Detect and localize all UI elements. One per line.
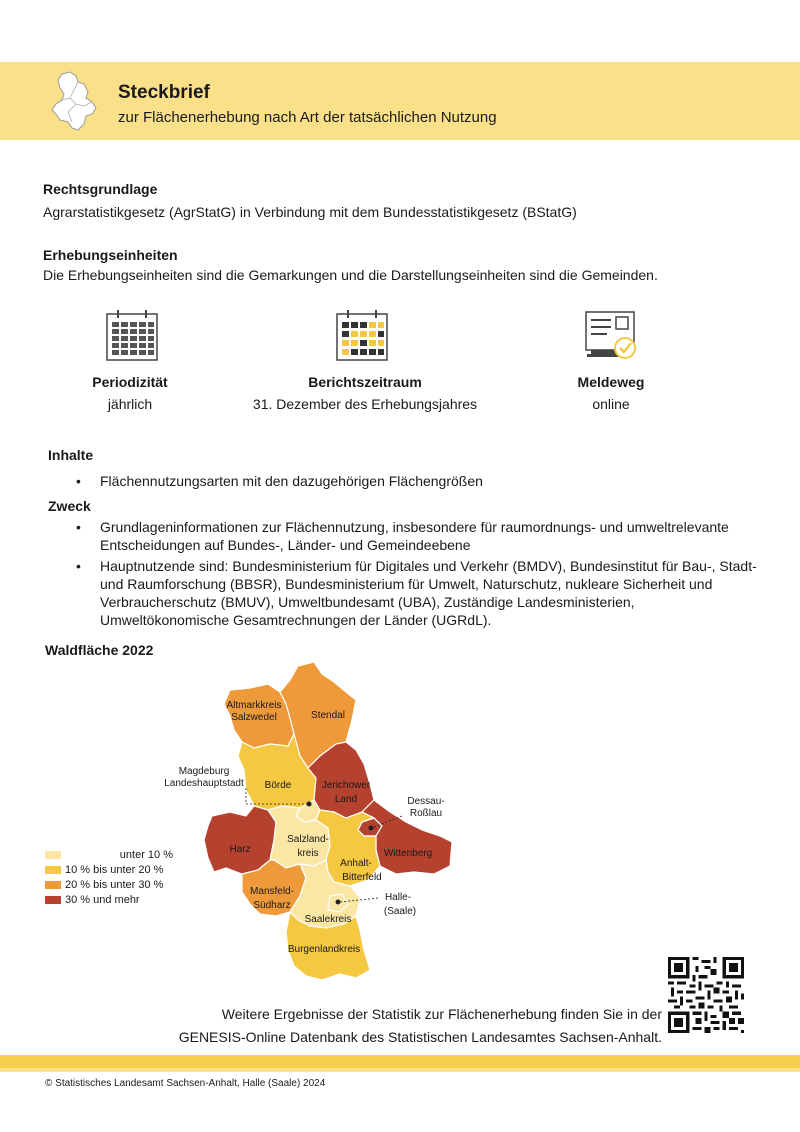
periodizitaet-value: jährlich: [107, 396, 153, 412]
zweck-heading: Zweck: [48, 498, 91, 514]
label-halle-2: (Saale): [383, 906, 417, 917]
label-anhalt-2: Bitterfeld: [342, 872, 382, 883]
copyright-text: © Statistisches Landesamt Sachsen-Anhalt, Halle (Saale) 2024: [45, 1078, 326, 1089]
label-magdeburg-2: Landeshauptstadt: [164, 778, 244, 789]
meldeweg-value: online: [592, 396, 630, 412]
label-anhalt-1: Anhalt-: [340, 858, 372, 869]
inhalte-list: [48, 472, 768, 493]
legend-label: unter 10 %: [119, 848, 173, 861]
legend-entry: [45, 892, 173, 907]
label-burgenland: Burgenlandkreis: [287, 944, 361, 955]
legend-label: 10 % bis unter 20 %: [65, 863, 164, 876]
legend-swatch: [45, 881, 61, 889]
state-outline-icon: [48, 70, 100, 134]
calendar-highlight-icon: [334, 308, 390, 364]
sachsen-anhalt-map: [150, 660, 470, 990]
inhalte-heading: Inhalte: [48, 447, 94, 463]
meldeweg-label: Meldeweg: [577, 374, 645, 390]
periodizitaet-label: Periodizität: [92, 374, 168, 390]
label-salzland-2: kreis: [297, 848, 319, 859]
dessau-marker: [369, 826, 374, 831]
legend-swatch: [45, 866, 61, 874]
legend-swatch: [45, 896, 61, 904]
label-wittenberg: Wittenberg: [383, 848, 433, 859]
legend-label: 30 % und mehr: [65, 893, 140, 906]
erhebungseinheiten-heading: Erhebungseinheiten: [43, 247, 178, 263]
list-item: • Grundlageninformationen zur Flächennutzung, insbesondere für raumordnungs- und umweltrelevante Entscheidungen auf Bundes-, Länder- und Gemeindeebene: [48, 518, 766, 554]
page-title: Steckbrief: [118, 82, 210, 103]
legend-swatch: [45, 851, 61, 859]
label-halle-1: Halle-: [384, 892, 412, 903]
label-jerichower-1: Jerichower: [321, 780, 371, 791]
rechtsgrundlage-heading: Rechtsgrundlage: [43, 181, 158, 197]
footer-band-light: [0, 1068, 800, 1072]
halle-marker: [336, 900, 341, 905]
berichtszeitraum-value: 31. Dezember des Erhebungsjahres: [252, 396, 478, 412]
map-legend: [45, 847, 173, 907]
footer-info-line-1: Weitere Ergebnisse der Statistik zur Flächenerhebung finden Sie in der: [221, 1006, 662, 1022]
legend-entry: [45, 877, 173, 892]
label-jerichower-2: Land: [334, 794, 358, 805]
list-item: • Hauptnutzende sind: Bundesministerium für Digitales und Verkehr (BMDV), Bundesinstitut für Bau-, Stadt- und Raumforschung (BBSR), Bundesministerium für Umwelt, Naturschutz, nukleare Sicherheit und Verbraucherschutz (BMUV), Umweltbundesamt (UBA), Zuständige Landesministerien, Umweltökonomische Gesamtrechnungen der Länder (UGRdL).: [48, 557, 766, 629]
label-boerde: Börde: [264, 780, 292, 791]
page-subtitle: zur Flächenerhebung nach Art der tatsächlichen Nutzung: [118, 109, 497, 126]
label-dessau-2: Roßlau: [409, 808, 443, 819]
label-altmarkkreis-1: Altmarkkreis: [226, 700, 282, 711]
berichtszeitraum-label: Berichtszeitraum: [308, 374, 422, 390]
footer-band: [0, 1055, 800, 1068]
legend-label: 20 % bis unter 30 %: [65, 878, 164, 891]
label-mansfeld-1: Mansfeld-: [250, 886, 294, 897]
rechtsgrundlage-text: Agrarstatistikgesetz (AgrStatG) in Verbindung mit dem Bundesstatistikgesetz (BStatG): [43, 204, 577, 220]
label-mansfeld-2: Südharz: [253, 900, 291, 911]
map-title: Waldfläche 2022: [45, 642, 154, 658]
magdeburg-marker: [307, 802, 312, 807]
qr-code-icon[interactable]: [668, 957, 744, 1033]
label-stendal: Stendal: [311, 710, 345, 721]
label-magdeburg-1: Magdeburg: [178, 766, 230, 777]
label-dessau-1: Dessau-: [407, 796, 445, 807]
label-altmarkkreis-2: Salzwedel: [231, 712, 277, 723]
list-item: • Flächennutzungsarten mit den dazugehörigen Flächengrößen: [48, 472, 768, 490]
legend-entry: [45, 847, 173, 862]
legend-entry: [45, 862, 173, 877]
label-salzland-1: Salzland-: [287, 834, 329, 845]
computer-check-icon: [583, 308, 639, 364]
zweck-list: [48, 518, 766, 632]
footer-info-line-2: GENESIS-Online Datenbank des Statistischen Landesamtes Sachsen-Anhalt.: [178, 1029, 662, 1045]
erhebungseinheiten-text: Die Erhebungseinheiten sind die Gemarkungen und die Darstellungseinheiten sind die Gemeinden.: [43, 267, 658, 283]
label-harz: Harz: [229, 844, 251, 855]
calendar-grid-icon: [104, 308, 160, 364]
label-saalekreis: Saalekreis: [304, 914, 352, 925]
